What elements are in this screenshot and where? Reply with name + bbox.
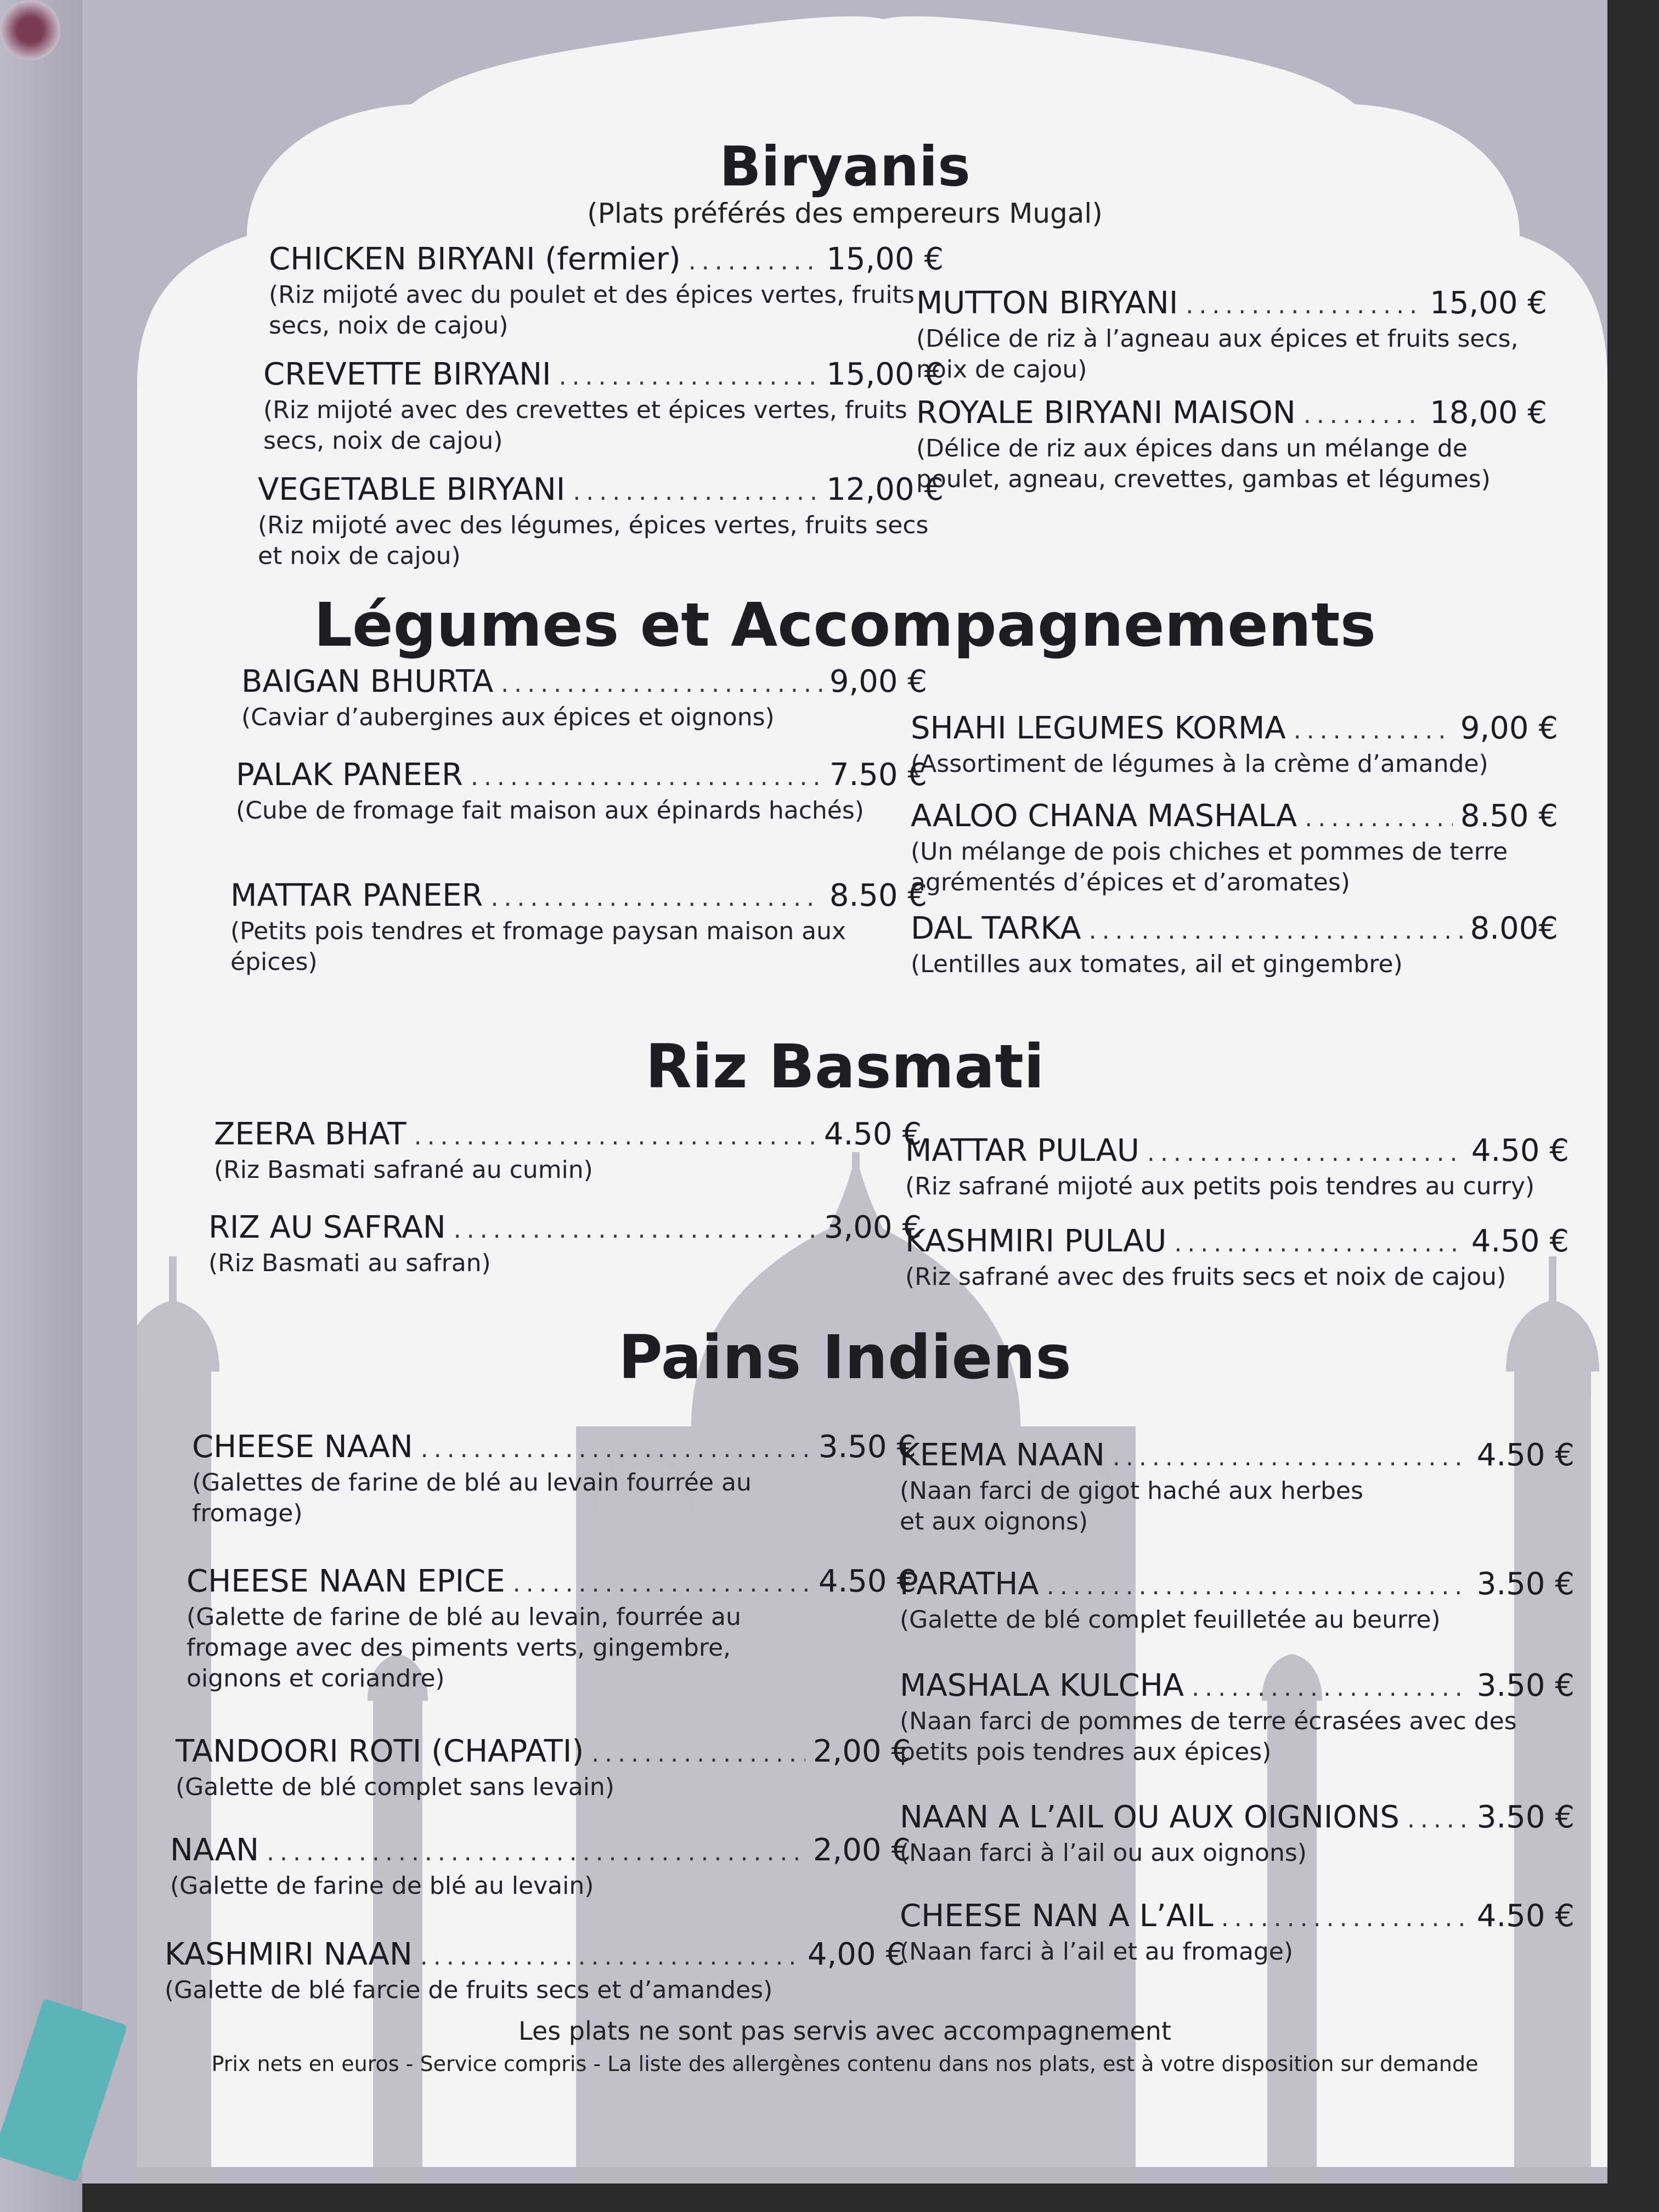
menu-item bbox=[230, 878, 927, 978]
leader-dots bbox=[454, 1212, 816, 1248]
item-price: 3,00 € bbox=[823, 1210, 922, 1245]
leader-dots bbox=[1174, 1226, 1464, 1262]
menu-item bbox=[911, 710, 1558, 780]
item-description: (Naan farci de gigot haché aux herbes et aux oignons) bbox=[900, 1477, 1363, 1536]
item-name: CHICKEN BIRYANI (fermier) bbox=[269, 241, 681, 277]
menu-item bbox=[241, 664, 927, 733]
menu-item bbox=[208, 1210, 922, 1279]
item-description: (Riz Basmati au safran) bbox=[208, 1249, 491, 1277]
item-name: TANDOORI ROTI (CHAPATI) bbox=[176, 1734, 584, 1769]
item-price: 12,00 € bbox=[826, 472, 944, 507]
adjacent-menu-page bbox=[0, 0, 82, 2212]
item-name: KASHMIRI NAAN bbox=[165, 1937, 413, 1972]
leader-dots bbox=[1304, 397, 1422, 433]
menu-item bbox=[258, 472, 944, 572]
item-name: ROYALE BIRYANI MAISON bbox=[916, 395, 1296, 431]
leader-dots bbox=[1294, 713, 1453, 749]
section-title-pains: Pains Indiens bbox=[618, 1322, 1071, 1392]
item-name: NAAN A L’AIL OU AUX OIGNIONS bbox=[900, 1799, 1400, 1835]
item-description: (Riz mijoté avec des crevettes et épices vertes, fruits secs, noix de cajou) bbox=[263, 396, 907, 455]
section-title-legumes: Légumes et Accompagnements bbox=[313, 590, 1376, 660]
item-name: DAL TARKA bbox=[911, 911, 1081, 946]
item-description: (Lentilles aux tomates, ail et gingembre) bbox=[911, 950, 1403, 978]
leader-dots bbox=[490, 880, 821, 916]
item-name: CREVETTE BIRYANI bbox=[263, 357, 551, 392]
item-description: (Galette de farine de blé au levain, fourrée au fromage avec des piments verts, gingembre, oignons et coriandre) bbox=[187, 1603, 741, 1692]
item-name: RIZ AU SAFRAN bbox=[208, 1210, 446, 1245]
item-description: (Délice de riz aux épices dans un mélange de poulet, agneau, crevettes, gambas et légumes) bbox=[916, 435, 1491, 493]
item-name: CHEESE NAN A L’AIL bbox=[900, 1898, 1214, 1934]
leader-dots bbox=[689, 244, 819, 280]
menu-item bbox=[916, 285, 1547, 385]
leader-dots bbox=[501, 666, 822, 702]
leader-dots bbox=[1089, 913, 1463, 949]
menu-item bbox=[900, 1437, 1575, 1537]
item-description: (Galettes de farine de blé au levain fourrée au fromage) bbox=[192, 1469, 752, 1527]
menu-item bbox=[900, 1898, 1575, 1967]
menu-item bbox=[263, 357, 944, 456]
item-price: 3.50 € bbox=[1476, 1566, 1575, 1602]
footer-legal: Prix nets en euros - Service compris - La liste des allergènes contenu dans nos plats, est à votre disposition sur demande bbox=[211, 2052, 1479, 2076]
item-name: CHEESE NAAN EPICE bbox=[187, 1564, 505, 1599]
item-price: 2,00 € bbox=[812, 1734, 911, 1769]
item-price: 4.50 € bbox=[1471, 1223, 1569, 1259]
menu-item bbox=[916, 395, 1547, 495]
menu-item bbox=[192, 1429, 916, 1529]
leader-dots bbox=[267, 1835, 805, 1871]
item-name: AALOO CHANA MASHALA bbox=[911, 798, 1297, 834]
item-description: (Riz mijoté avec du poulet et des épices vertes, fruits secs, noix de cajou) bbox=[269, 281, 915, 340]
leader-dots bbox=[414, 1119, 816, 1155]
item-name: CHEESE NAAN bbox=[192, 1429, 413, 1465]
item-price: 9,00 € bbox=[829, 664, 927, 699]
menu-item bbox=[165, 1937, 905, 2006]
item-description: (Riz safrané mijoté aux petits pois tendres au curry) bbox=[905, 1172, 1535, 1200]
leader-dots bbox=[1221, 1900, 1469, 1937]
leader-dots bbox=[420, 1939, 800, 1975]
item-price: 18,00 € bbox=[1430, 395, 1547, 431]
menu-item bbox=[170, 1832, 911, 1901]
item-description: (Galette de blé complet sans levain) bbox=[176, 1773, 614, 1801]
menu-item bbox=[187, 1564, 916, 1694]
item-price: 4.50 € bbox=[823, 1116, 922, 1152]
menu-item bbox=[905, 1223, 1569, 1293]
menu-item bbox=[214, 1116, 922, 1186]
leader-dots bbox=[573, 474, 819, 510]
item-description: (Caviar d’aubergines aux épices et oignons) bbox=[241, 703, 775, 731]
item-name: ZEERA BHAT bbox=[214, 1116, 407, 1152]
item-description: (Riz safrané avec des fruits secs et noix de cajou) bbox=[905, 1263, 1506, 1291]
item-description: (Petits pois tendres et fromage paysan maison aux épices) bbox=[230, 917, 847, 976]
item-price: 3.50 € bbox=[1476, 1668, 1575, 1703]
item-description: (Assortiment de légumes à la crème d’amande) bbox=[911, 750, 1488, 778]
menu-page bbox=[82, 0, 1607, 2183]
item-name: SHAHI LEGUMES KORMA bbox=[911, 710, 1286, 746]
item-name: VEGETABLE BIRYANI bbox=[258, 472, 566, 507]
leader-dots bbox=[1113, 1440, 1469, 1476]
item-name: MATTAR PANEER bbox=[230, 878, 483, 913]
item-description: (Galette de farine de blé au levain) bbox=[170, 1872, 594, 1900]
menu-item bbox=[236, 757, 927, 826]
leader-dots bbox=[513, 1566, 811, 1602]
item-name: MASHALA KULCHA bbox=[900, 1668, 1184, 1703]
menu-item bbox=[900, 1668, 1575, 1768]
leader-dots bbox=[421, 1431, 811, 1468]
item-price: 8.00€ bbox=[1470, 911, 1558, 946]
item-name: NAAN bbox=[170, 1832, 259, 1868]
item-description: (Riz Basmati safrané au cumin) bbox=[214, 1156, 593, 1184]
item-name: BAIGAN BHURTA bbox=[241, 664, 494, 699]
section-title-riz: Riz Basmati bbox=[645, 1031, 1045, 1102]
menu-item bbox=[269, 241, 944, 341]
leader-dots bbox=[471, 759, 822, 795]
leader-dots bbox=[1047, 1568, 1469, 1605]
item-description: (Naan farci à l’ail ou aux oignons) bbox=[900, 1839, 1307, 1867]
item-price: 15,00 € bbox=[1430, 285, 1547, 321]
item-price: 3.50 € bbox=[818, 1429, 916, 1465]
item-price: 7.50 € bbox=[829, 757, 927, 793]
item-price: 15,00 € bbox=[826, 241, 944, 277]
menu-item bbox=[911, 911, 1558, 980]
item-name: KASHMIRI PULAU bbox=[905, 1223, 1167, 1259]
item-price: 4.50 € bbox=[1476, 1898, 1575, 1934]
item-description: (Un mélange de pois chiches et pommes de terre agrémentés d’épices et d’aromates) bbox=[911, 838, 1508, 896]
item-name: PARATHA bbox=[900, 1566, 1039, 1602]
footer-note: Les plats ne sont pas servis avec accompagnement bbox=[518, 2016, 1171, 2046]
menu-item bbox=[176, 1734, 911, 1803]
section-subtitle-biryanis: (Plats préférés des empereurs Mugal) bbox=[587, 198, 1103, 229]
leader-dots bbox=[591, 1736, 805, 1772]
item-price: 8.50 € bbox=[829, 878, 927, 913]
item-price: 4.50 € bbox=[1471, 1133, 1569, 1169]
leader-dots bbox=[1186, 287, 1422, 324]
leader-dots bbox=[1192, 1670, 1469, 1706]
item-price: 2,00 € bbox=[812, 1832, 911, 1868]
item-description: (Riz mijoté avec des légumes, épices vertes, fruits secs et noix de cajou) bbox=[258, 511, 929, 570]
item-price: 4.50 € bbox=[818, 1564, 916, 1599]
item-description: (Naan farci de pommes de terre écrasées avec des petits pois tendres aux épices) bbox=[900, 1707, 1517, 1766]
item-description: (Galette de blé complet feuilletée au beurre) bbox=[900, 1606, 1441, 1634]
leader-dots bbox=[1407, 1802, 1469, 1838]
item-price: 3.50 € bbox=[1476, 1799, 1575, 1835]
item-description: (Galette de blé farcie de fruits secs et d’amandes) bbox=[165, 1976, 773, 2004]
item-price: 4.50 € bbox=[1476, 1437, 1575, 1473]
menu-item bbox=[911, 798, 1558, 898]
item-name: PALAK PANEER bbox=[236, 757, 463, 793]
section-title-biryanis: Biryanis bbox=[719, 134, 970, 199]
flower-decoration bbox=[0, 0, 60, 60]
leader-dots bbox=[1305, 800, 1453, 837]
item-description: (Cube de fromage fait maison aux épinards hachés) bbox=[236, 797, 864, 825]
item-price: 8.50 € bbox=[1460, 798, 1558, 834]
item-name: KEEMA NAAN bbox=[900, 1437, 1105, 1473]
item-price: 4,00 € bbox=[807, 1937, 905, 1972]
leader-dots bbox=[1147, 1135, 1464, 1171]
item-price: 15,00 € bbox=[826, 357, 944, 392]
leader-dots bbox=[559, 359, 819, 395]
item-name: MUTTON BIRYANI bbox=[916, 285, 1178, 321]
item-name: MATTAR PULAU bbox=[905, 1133, 1139, 1169]
item-price: 9,00 € bbox=[1460, 710, 1558, 746]
item-description: (Délice de riz à l’agneau aux épices et fruits secs, noix de cajou) bbox=[916, 325, 1519, 383]
menu-item bbox=[900, 1799, 1575, 1869]
menu-item bbox=[905, 1133, 1569, 1202]
menu-item bbox=[900, 1566, 1575, 1635]
item-description: (Naan farci à l’ail et au fromage) bbox=[900, 1938, 1294, 1966]
